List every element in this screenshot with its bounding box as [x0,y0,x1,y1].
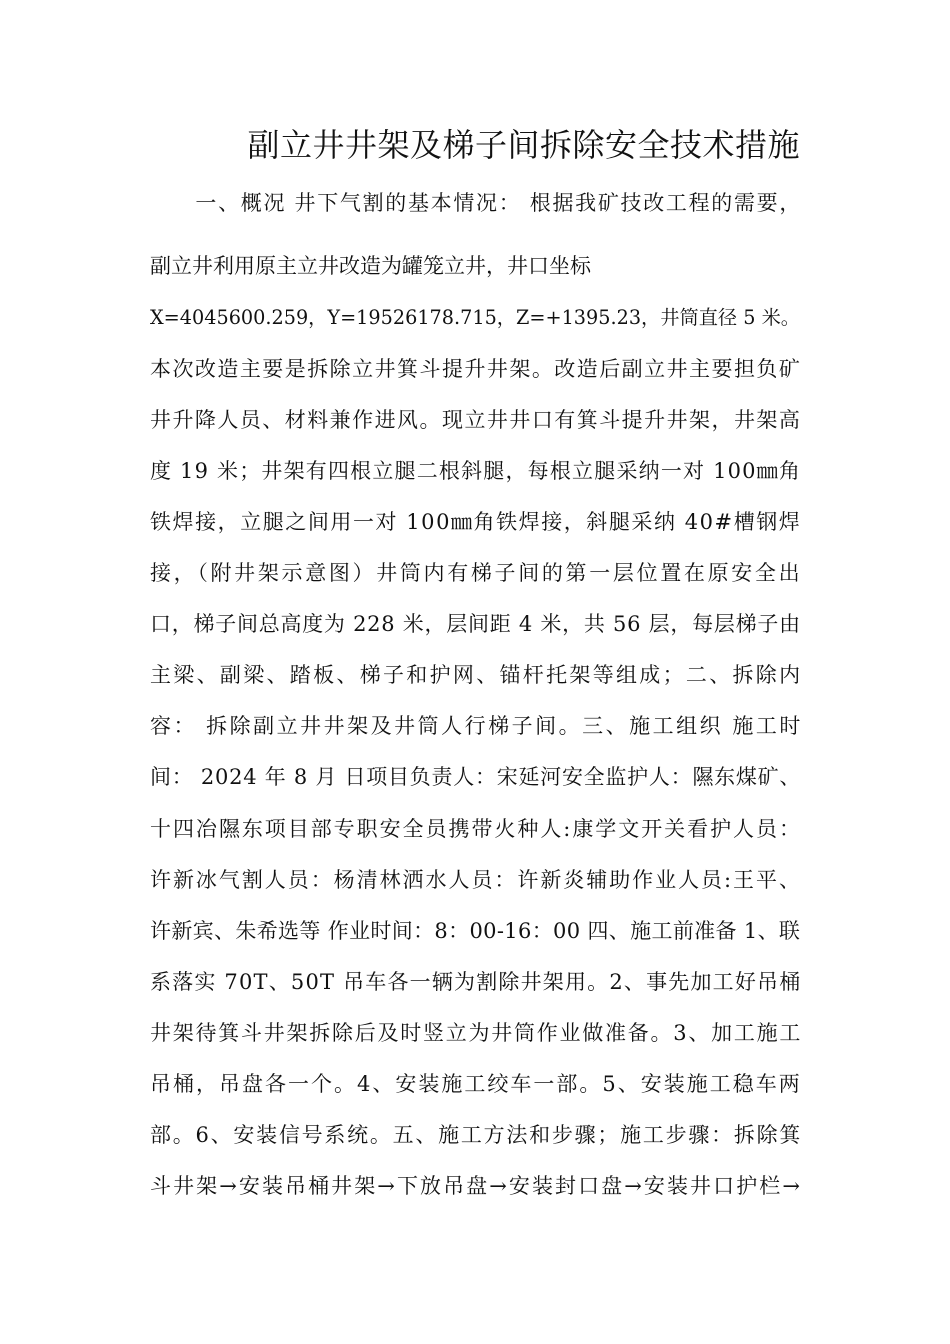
body-line-5: 井升降人员、材料兼作进风。现立井井口有箕斗提升井架，井架高 [150,408,802,432]
body-line-17: 井架待箕斗井架拆除后及时竖立为井筒作业做准备。3、加工施工 [150,1021,803,1045]
body-line-11: 容： 拆除副立井井架及井筒人行梯子间。三、施工组织 施工时 [150,714,803,738]
body-line-14: 许新冰气割人员：杨清林洒水人员：许新炎辅助作业人员:王平、 [150,868,802,892]
body-line-3: X=4045600.259，Y=19526178.715，Z=+1395.23，井筒直径 5 米。 [150,306,801,329]
body-line-9: 口，梯子间总高度为 228 米，层间距 4 米，共 56 层，每层梯子由 [150,612,801,636]
body-line-16: 系落实 70T、50T 吊车各一辆为割除井架用。2、事先加工好吊桶 [150,970,802,994]
body-line-15: 许新宾、朱希选等 作业时间：8：00-16：00 四、施工前准备 1、联 [150,919,801,943]
body-line-4: 本次改造主要是拆除立井箕斗提升井架。改造后副立井主要担负矿 [150,357,802,381]
body-line-20: 斗井架→安装吊桶井架→下放吊盘→安装封口盘→安装井口护栏→ [150,1174,803,1198]
body-line-18: 吊桶，吊盘各一个。4、安装施工绞车一部。5、安装施工稳车两 [150,1072,802,1096]
body-line-19: 部。6、安装信号系统。五、施工方法和步骤；施工步骤：拆除箕 [150,1123,803,1147]
body-line-1: 一、概况 井下气割的基本情况： 根据我矿技改工程的需要， [150,191,803,215]
body-line-13: 十四冶隰东项目部专职安全员携带火种人:康学文开关看护人员： [150,817,802,841]
body-line-12: 间： 2024 年 8 月 日项目负责人：宋延河安全监护人：隰东煤矿、 [150,765,802,789]
body-line-2: 副立井利用原主立井改造为罐笼立井，井口坐标 [150,254,591,278]
body-line-10: 主梁、副梁、踏板、梯子和护网、锚杆托架等组成；二、拆除内 [150,663,803,687]
body-line-8: 接，（附井架示意图）井筒内有梯子间的第一层位置在原安全出 [150,561,803,585]
document-title: 副立井井架及梯子间拆除安全技术措施 [247,126,800,164]
body-line-6: 度 19 米；井架有四根立腿二根斜腿，每根立腿采纳一对 100㎜角 [150,459,802,483]
body-line-7: 铁焊接，立腿之间用一对 100㎜角铁焊接，斜腿采纳 40#槽钢焊 [150,510,802,534]
